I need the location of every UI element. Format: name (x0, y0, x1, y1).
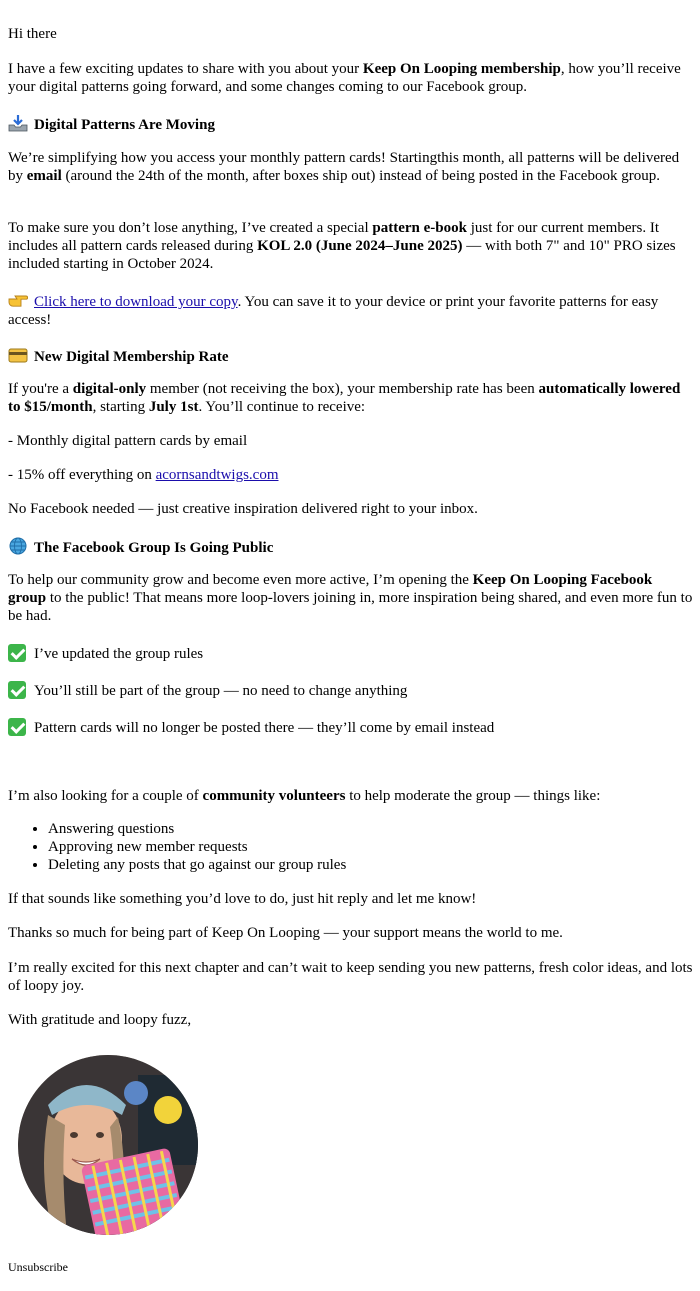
list-item: • Answering questions (48, 820, 694, 838)
check-item-3: Pattern cards will no longer be posted there — they’ll come by email instead (8, 718, 694, 737)
check-mark-icon (8, 681, 26, 699)
no-facebook-paragraph: No Facebook needed — just creative inspiration delivered right to your inbox. (8, 501, 478, 517)
avatar (18, 1055, 198, 1235)
patterns-moving-paragraph: We’re simplifying how you access your monthly pattern cards! Startingthis month, all patterns will be delivered by email (around the 24th of the month, after boxes ship out) instead of being posted in the Facebook group. (8, 150, 680, 184)
section-heading-facebook-public: The Facebook Group Is Going Public (8, 537, 694, 557)
backhand-pointing-right-icon (8, 291, 28, 309)
greeting: Hi there (8, 26, 57, 42)
thanks-paragraph: Thanks so much for being part of Keep On Looping — your support means the world to me. (8, 925, 563, 941)
rate-paragraph: If you're a digital-only member (not receiving the box), your membership rate has been automatically lowered to $15/month, starting July 1st. You’ll continue to receive: (8, 381, 681, 415)
download-paragraph: Click here to download your copy. You can save it to your device or print your favorite patterns for easy access! (8, 291, 694, 329)
benefit-item-2: - 15% off everything on acornsandtwigs.com (8, 467, 279, 483)
avatar-photo (18, 1055, 198, 1235)
list-item: • Deleting any posts that go against our group rules (48, 856, 694, 874)
inbox-tray-icon (8, 114, 28, 132)
volunteers-paragraph: I’m also looking for a couple of community volunteers to help moderate the group — things like: (8, 788, 601, 804)
benefit-item-1: - Monthly digital pattern cards by email (8, 433, 248, 449)
intro-paragraph: I have a few exciting updates to share with you about your Keep On Looping membership, how you’ll receive your digital patterns going forward, and some changes coming to our Facebook group. (8, 61, 681, 95)
ebook-paragraph: To make sure you don’t lose anything, I’ve created a special pattern e-book just for our current members. It includes all pattern cards released during KOL 2.0 (June 2024–June 2025) — with both 7" and 10" PRO sizes included starting in October 2024. (8, 220, 676, 272)
list-item: • Approving new member requests (48, 838, 694, 856)
check-item-2: You’ll still be part of the group — no need to change anything (8, 681, 694, 700)
section-heading-membership-rate: New Digital Membership Rate (8, 346, 694, 366)
check-mark-icon (8, 718, 26, 736)
unsubscribe-link[interactable]: Unsubscribe (8, 1260, 68, 1274)
facebook-public-paragraph: To help our community grow and become even more active, I’m opening the Keep On Looping Facebook group to the public! That means more loop-lovers joining in, more inspiration being shared, and even more fun to be had. (8, 572, 693, 624)
section-heading-digital-patterns: Digital Patterns Are Moving (8, 114, 694, 134)
acornsandtwigs-link[interactable]: acornsandtwigs.com (155, 467, 279, 483)
reply-paragraph: If that sounds like something you’d love to do, just hit reply and let me know! (8, 891, 477, 907)
volunteer-tasks-list (8, 820, 694, 874)
excited-paragraph: I’m really excited for this next chapter and can’t wait to keep sending you new patterns, fresh color ideas, and lots of loopy joy. (8, 960, 693, 994)
credit-card-icon (8, 346, 28, 364)
download-copy-link[interactable]: Click here to download your copy (34, 294, 238, 310)
globe-icon (8, 537, 28, 555)
signoff: With gratitude and loopy fuzz, (8, 1012, 192, 1028)
check-mark-icon (8, 644, 26, 662)
check-item-1: I’ve updated the group rules (8, 644, 694, 663)
